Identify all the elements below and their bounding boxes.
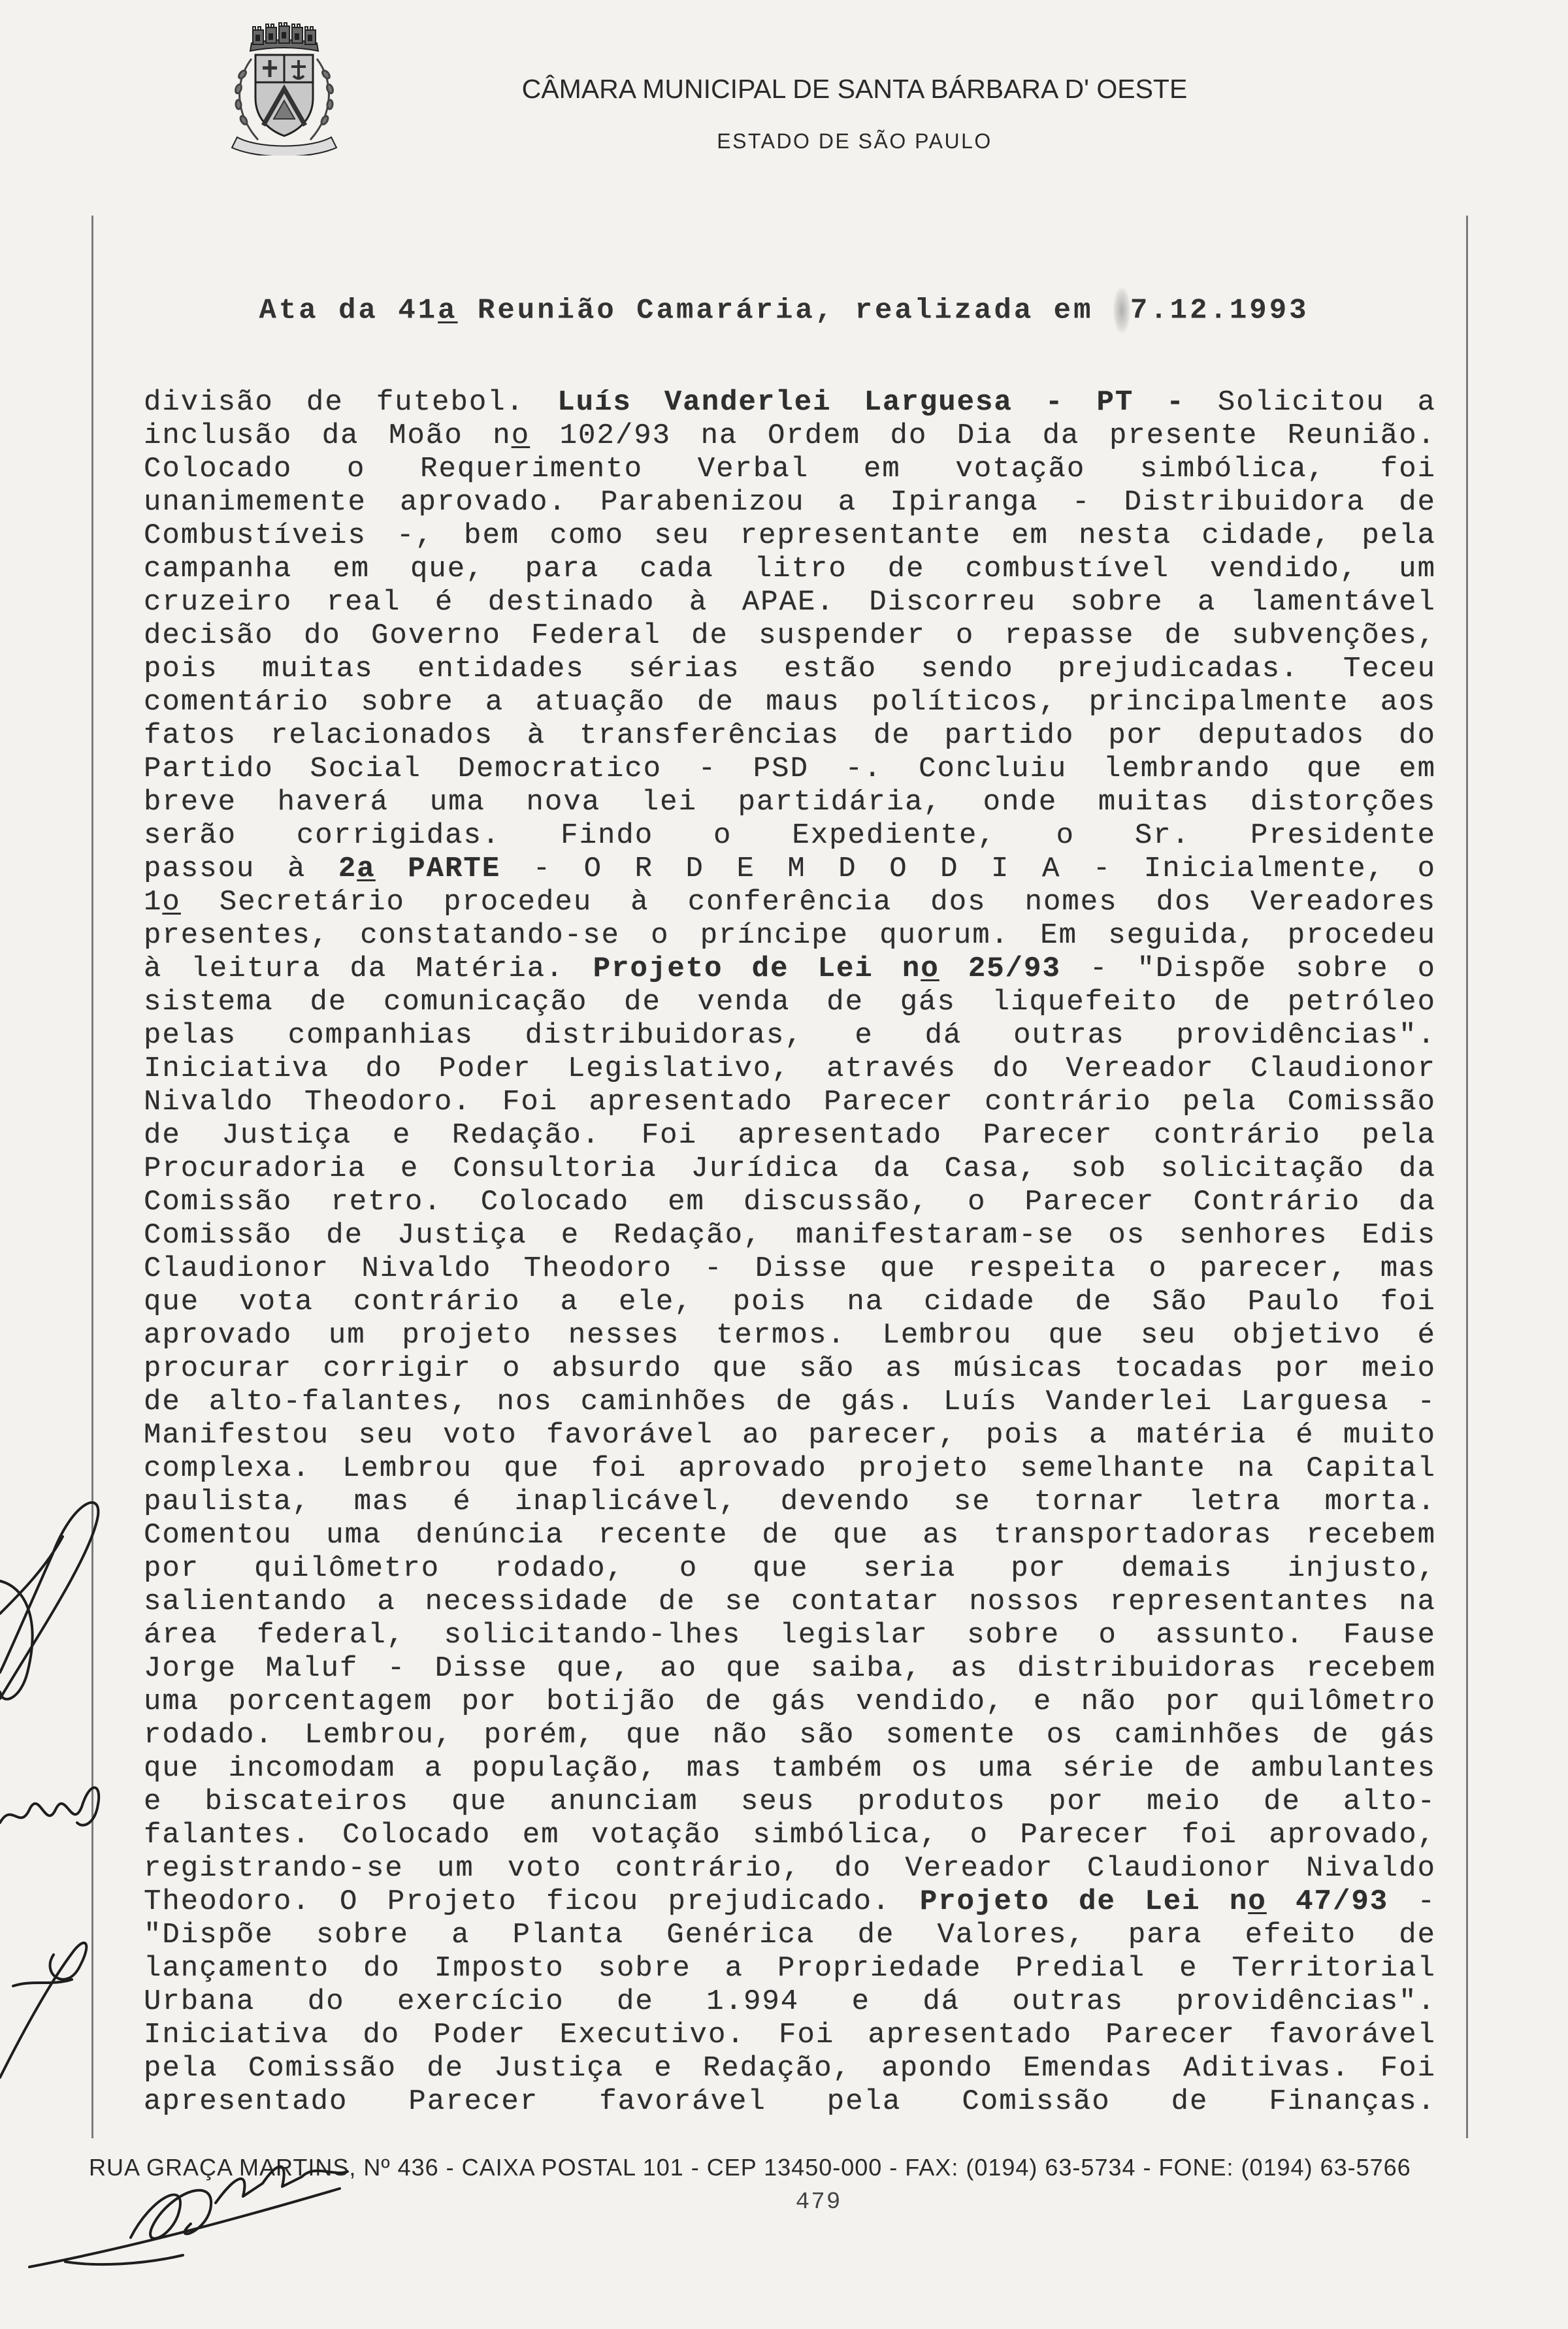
body-line: paulista, mas é inaplicável, devendo se tornar letra morta. [144,1486,1436,1518]
body-line: "Dispõe sobre a Planta Genérica de Valores, para efeito de [144,1919,1436,1951]
title-middle: Reunião Camarária, realizada em [457,294,1113,327]
body-line: Procuradoria e Consultoria Jurídica da Casa, sob solicitação da [144,1152,1436,1185]
ordinal-indicator: o [162,886,181,919]
body-line: lançamento do Imposto sobre a Propriedade Predial e Territorial [144,1952,1436,1985]
institution-name: CÂMARA MUNICIPAL DE SANTA BÁRBARA D' OESTE [521,74,1188,104]
signature-left-lower [0,1943,86,2077]
body-line: pois muitas entidades sérias estão sendo prejudicadas. Teceu [144,653,1436,685]
body-line: registrando-se um voto contrário, do Vereador Claudionor Nivaldo [144,1852,1436,1885]
bold-text-segment: 25/93 [939,953,1061,985]
body-line: complexa. Lembrou que foi aprovado projeto semelhante na Capital [144,1452,1436,1485]
text-segment: Theodoro. O Projeto ficou prejudicado. [144,1885,920,1918]
body-line: fatos relacionados à transferências de partido por deputados do [144,719,1436,752]
body-line: uma porcentagem por botijão de gás vendido, e não por quilômetro [144,1686,1436,1718]
signature-left-loops [0,1503,98,1699]
bold-text-segment: Projeto de Lei n [919,1885,1249,1918]
text-segment: Solicitou a [1184,386,1436,419]
text-segment: 102/93 na Ordem do Dia da presente Reunião. [530,419,1436,452]
body-line: Manifestou seu voto favorável ao parecer, pois a matéria é muito [144,1419,1436,1452]
ribbon-icon [232,137,336,155]
text-segment: - O R D E M D O D I A - Inicialmente, o [500,853,1436,885]
body-line: decisão do Governo Federal de suspender o repasse de subvenções, [144,619,1436,652]
body-line: serão corrigidas. Findo o Expediente, o Sr. Presidente [144,819,1436,852]
body-line [144,853,1436,886]
body-line: que vota contrário a ele, pois na cidade de São Paulo foi [144,1286,1436,1318]
body-line: presentes, constatando-se o príncipe quorum. Em seguida, procedeu [144,919,1436,952]
body-line: comentário sobre a atuação de maus políticos, principalmente aos [144,686,1436,719]
coat-of-arms-logo [225,21,343,155]
left-margin-rule [91,216,93,2138]
body-line: Comissão de Justiça e Redação, manifestaram-se os senhores Edis [144,1219,1436,1252]
bold-text-segment: a [357,853,376,885]
text-segment: 1 [144,886,163,919]
body-line: Iniciativa do Poder Executivo. Foi apresentado Parecer favorável [144,2019,1436,2051]
body-line: área federal, solicitando-lhes legislar sobre o assunto. Fause [144,1619,1436,1652]
minutes-body [144,386,1436,2119]
body-line [144,1885,1436,1919]
body-line: campanha em que, para cada litro de combustível vendido, um [144,553,1436,585]
bold-text-segment: o [1248,1885,1267,1918]
body-line: Jorge Maluf - Disse que, ao que saiba, as distribuidoras recebem [144,1652,1436,1685]
body-line: apresentado Parecer favorável pela Comissão de Finanças. [144,2085,1436,2118]
bold-text-segment: o [921,953,939,985]
text-segment: divisão de futebol. [144,386,558,419]
ink-smudge [1113,287,1130,333]
body-line [144,886,1436,919]
text-segment: Secretário procedeu à conferência dos nomes dos Vereadores [180,886,1436,919]
title-ordinal: a [438,294,458,327]
body-line: de Justiça e Redação. Foi apresentado Parecer contrário pela [144,1119,1436,1152]
body-line [144,419,1436,453]
body-line: Iniciativa do Poder Legislativo, através do Vereador Claudionor [144,1052,1436,1085]
bold-text-segment: PARTE [375,853,501,885]
body-line: Partido Social Democratico - PSD -. Concluiu lembrando que em [144,753,1436,785]
bold-text-segment: 47/93 [1266,1885,1389,1918]
body-line: Comissão retro. Colocado em discussão, o Parecer Contrário da [144,1186,1436,1218]
body-line: procurar corrigir o absurdo que são as músicas tocadas por meio [144,1352,1436,1385]
body-line: por quilômetro rodado, o que seria por demais injusto, [144,1552,1436,1585]
body-line: falantes. Colocado em votação simbólica, o Parecer foi aprovado, [144,1819,1436,1851]
footer-address: RUA GRAÇA MARTINS, Nº 436 - CAIXA POSTAL 101 - CEP 13450-000 - FAX: (0194) 63-5734 - FONE: (0194) 63-5766 [89,2154,1411,2181]
bold-text-segment: Projeto de Lei n [593,953,921,985]
text-segment: inclusão da Moão n [144,419,512,452]
body-line: pelas companhias distribuidoras, e dá outras providências". [144,1019,1436,1052]
body-line [144,386,1436,419]
title-date: 7.12.1993 [1130,294,1309,327]
text-segment: - [1388,1885,1436,1918]
body-line [144,953,1436,986]
body-line: Nivaldo Theodoro. Foi apresentado Parecer contrário pela Comissão [144,1086,1436,1118]
body-line: pela Comissão de Justiça e Redação, apondo Emendas Aditivas. Foi [144,2052,1436,2085]
state-name: ESTADO DE SÃO PAULO [717,129,992,153]
page-number: 479 [795,2189,842,2215]
right-margin-rule [1466,216,1468,2138]
bold-text-segment: Luís Vanderlei Larguesa - PT - [557,386,1185,419]
body-line: que incomodam a população, mas também os uma série de ambulantes [144,1752,1436,1785]
ordinal-indicator: o [511,419,531,452]
body-line: Urbana do exercício de 1.994 e dá outras providências". [144,1985,1436,2018]
body-line: unanimemente aprovado. Parabenizou a Ipiranga - Distribuidora de [144,486,1436,519]
text-segment: passou à [144,853,338,885]
title-prefix: Ata da 41 [259,294,438,327]
shield-icon [255,55,313,136]
body-line: Claudionor Nivaldo Theodoro - Disse que respeita o parecer, mas [144,1252,1436,1285]
body-line: Comentou uma denúncia recente de que as transportadoras recebem [144,1519,1436,1552]
body-line: salientando a necessidade de se contatar nossos representantes na [144,1586,1436,1618]
body-line: sistema de comunicação de venda de gás liquefeito de petróleo [144,986,1436,1018]
body-line: e biscateiros que anunciam seus produtos por meio de alto- [144,1785,1436,1818]
text-segment: - "Dispõe sobre o [1060,953,1436,985]
bold-text-segment: 2 [338,853,357,885]
signature-left-scribble [0,1787,99,1825]
mural-crown-icon [250,23,318,51]
body-line: aprovado um projeto nesses termos. Lembrou que seu objetivo é [144,1319,1436,1352]
body-line: de alto-falantes, nos caminhões de gás. Luís Vanderlei Larguesa - [144,1386,1436,1418]
body-line: Colocado o Requerimento Verbal em votação simbólica, foi [144,453,1436,485]
body-line: cruzeiro real é destinado à APAE. Discorreu sobre a lamentável [144,586,1436,619]
body-line: breve haverá uma nova lei partidária, onde muitas distorções [144,786,1436,819]
body-line: rodado. Lembrou, porém, que não são somente os caminhões de gás [144,1719,1436,1751]
document-title [0,287,1568,327]
text-segment: à leitura da Matéria. [144,953,593,985]
body-line: Combustíveis -, bem como seu representante em nesta cidade, pela [144,519,1436,552]
